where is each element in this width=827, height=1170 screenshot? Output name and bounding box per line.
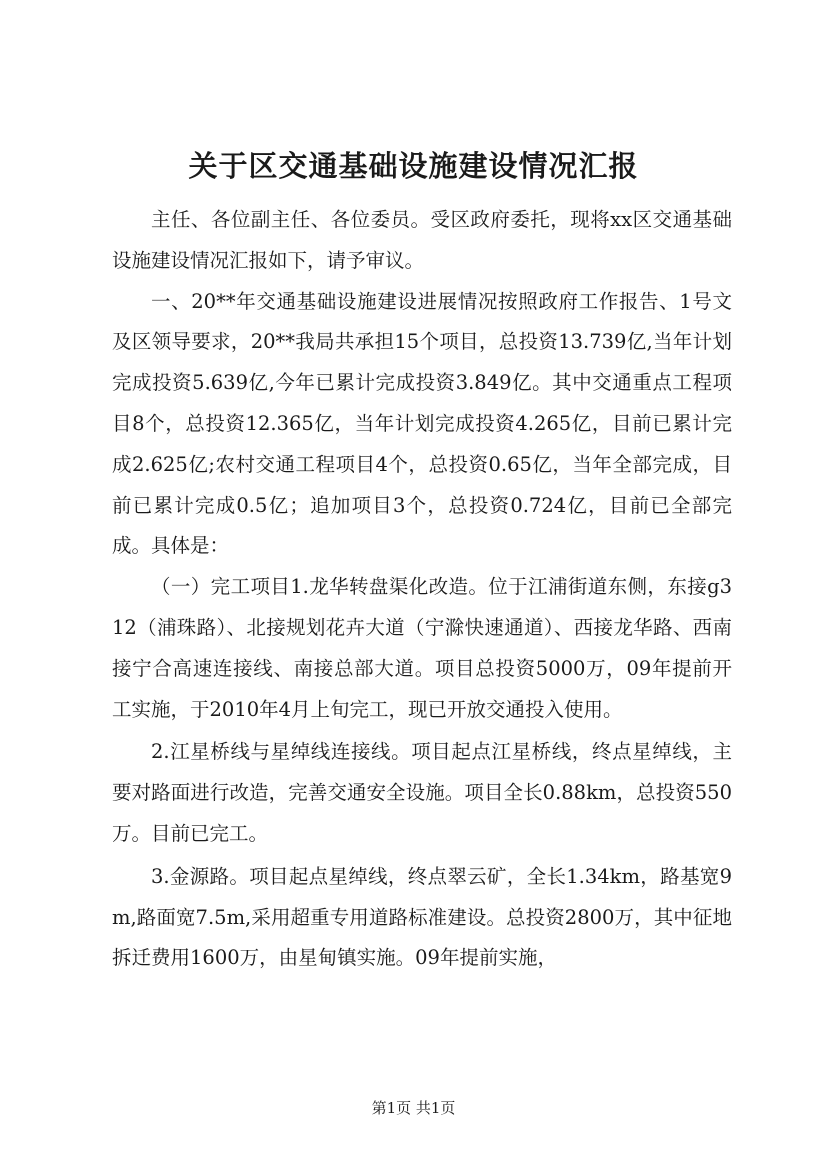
document-title: 关于区交通基础设施建设情况汇报: [188, 149, 639, 183]
paragraph-section-one: 一、20**年交通基础设施建设进展情况按照政府工作报告、1号文及区领导要求，20**我局共承担15个项目，总投资13.739亿,当年计划完成投资5.639亿,今年已累计完成投资3.849亿。其中交通重点工程项目8个，总投资12.365亿，当年计划完成投资4.265亿，目前已累计完成2.625亿;农村交通工程项目4个，总投资0.65亿，当年全部完成，目前已累计完成0.5亿；追加项目3个，总投资0.724亿，目前已全部完成。具体是：: [112, 289, 732, 558]
document-body: [112, 200, 732, 979]
paragraph-greeting: 主任、各位副主任、各位委员。受区政府委托，现将xx区交通基础设施建设情况汇报如下，请予审议。: [112, 208, 732, 272]
paragraph-completed-project-2: 2.江星桥线与星绰线连接线。项目起点江星桥线，终点星绰线，主要对路面进行改造，完善交通安全设施。项目全长0.88km，总投资550万。目前已完工。: [112, 740, 732, 845]
paragraph-completed-project-1: （一）完工项目1.龙华转盘渠化改造。位于江浦街道东侧，东接g312（浦珠路）、北接规划花卉大道（宁滁快速通道）、西接龙华路、西南接宁合高速连接线、南接总部大道。项目总投资5000万，09年提前开工实施，于2010年4月上旬完工，现已开放交通投入使用。: [112, 575, 732, 721]
page-footer: 第1页 共1页: [371, 1099, 456, 1117]
paragraph-completed-project-3: 3.金源路。项目起点星绰线，终点翠云矿，全长1.34km，路基宽9m,路面宽7.5m,采用超重专用道路标准建设。总投资2800万，其中征地拆迁费用1600万，由星甸镇实施。09年提前实施，: [112, 864, 732, 970]
